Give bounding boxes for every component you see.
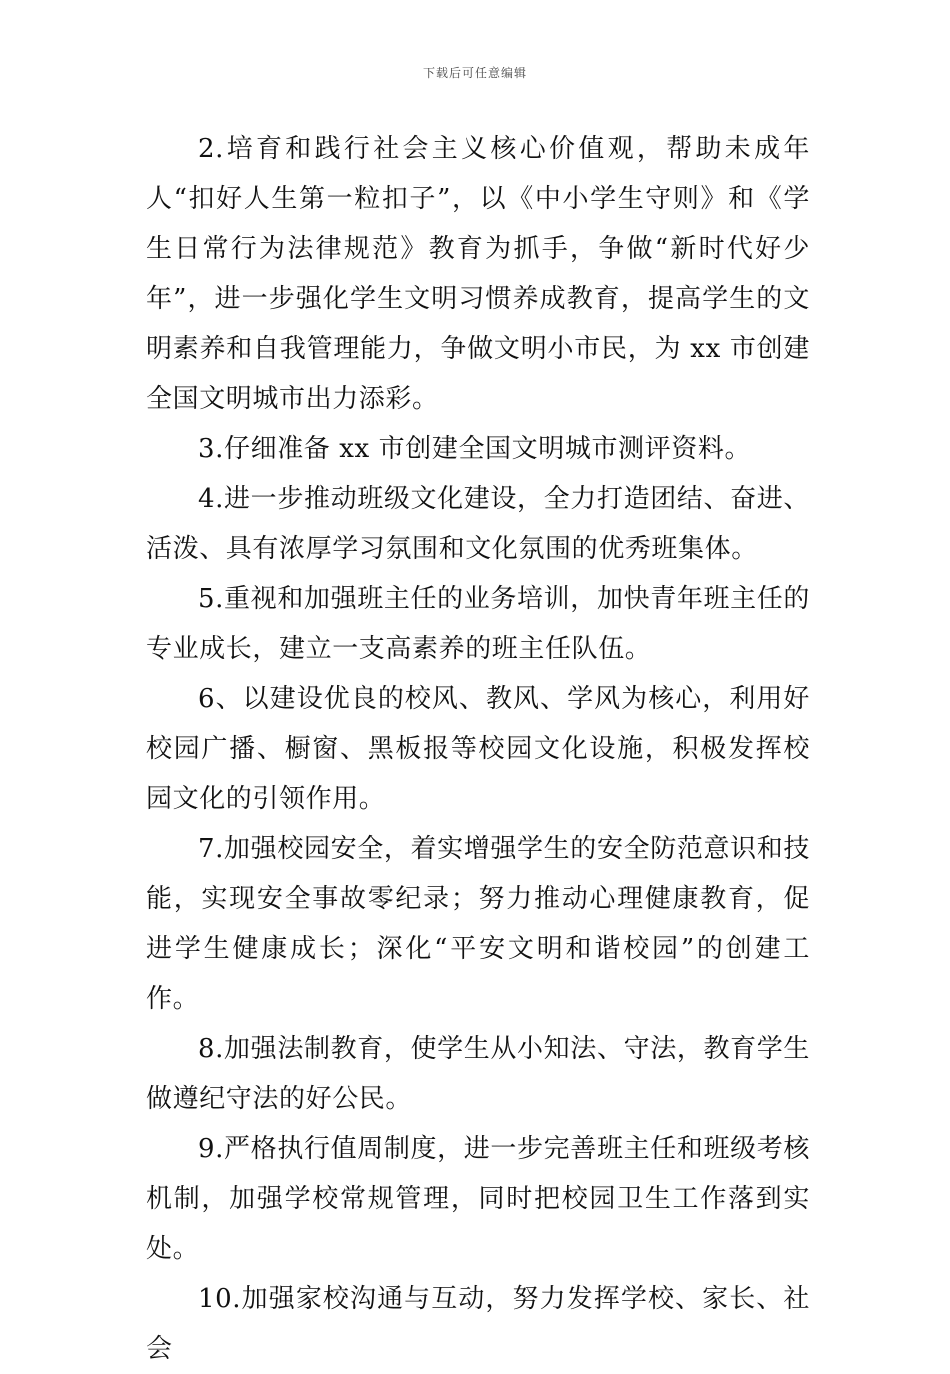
paragraph-item-8: 8.加强法制教育，使学生从小知法、守法，教育学生做遵纪守法的好公民。	[146, 1034, 810, 1114]
paragraph-item-9: 9.严格执行值周制度，进一步完善班主任和班级考核机制，加强学校常规管理，同时把校园卫生工作落到实处。	[146, 1134, 810, 1264]
paragraph-item-7: 7.加强校园安全，着实增强学生的安全防范意识和技能，实现安全事故零纪录；努力推动心理健康教育，促进学生健康成长；深化“平安文明和谐校园”的创建工作。	[146, 834, 810, 1014]
paragraph-item-6: 6、以建设优良的校风、教风、学风为核心，利用好校园广播、橱窗、黑板报等校园文化设施，积极发挥校园文化的引领作用。	[146, 684, 810, 814]
paragraph-item-2: 2.培育和践行社会主义核心价值观，帮助未成年人“扣好人生第一粒扣子”，以《中小学生守则》和《学生日常行为法律规范》教育为抓手，争做“新时代好少年”，进一步强化学生文明习惯养成教育，提高学生的文明素养和自我管理能力，争做文明小市民，为 xx 市创建全国文明城市出力添彩。	[146, 134, 810, 414]
page-header: 下载后可任意编辑	[422, 66, 527, 80]
document-body	[146, 124, 810, 1374]
paragraph-item-5: 5.重视和加强班主任的业务培训，加快青年班主任的专业成长，建立一支高素养的班主任队伍。	[146, 584, 810, 664]
paragraph-item-4: 4.进一步推动班级文化建设，全力打造团结、奋进、活泼、具有浓厚学习氛围和文化氛围的优秀班集体。	[146, 484, 810, 564]
paragraph-item-10: 10.加强家校沟通与互动，努力发挥学校、家长、社会	[146, 1284, 810, 1364]
paragraph-item-3: 3.仔细准备 xx 市创建全国文明城市测评资料。	[198, 434, 752, 464]
